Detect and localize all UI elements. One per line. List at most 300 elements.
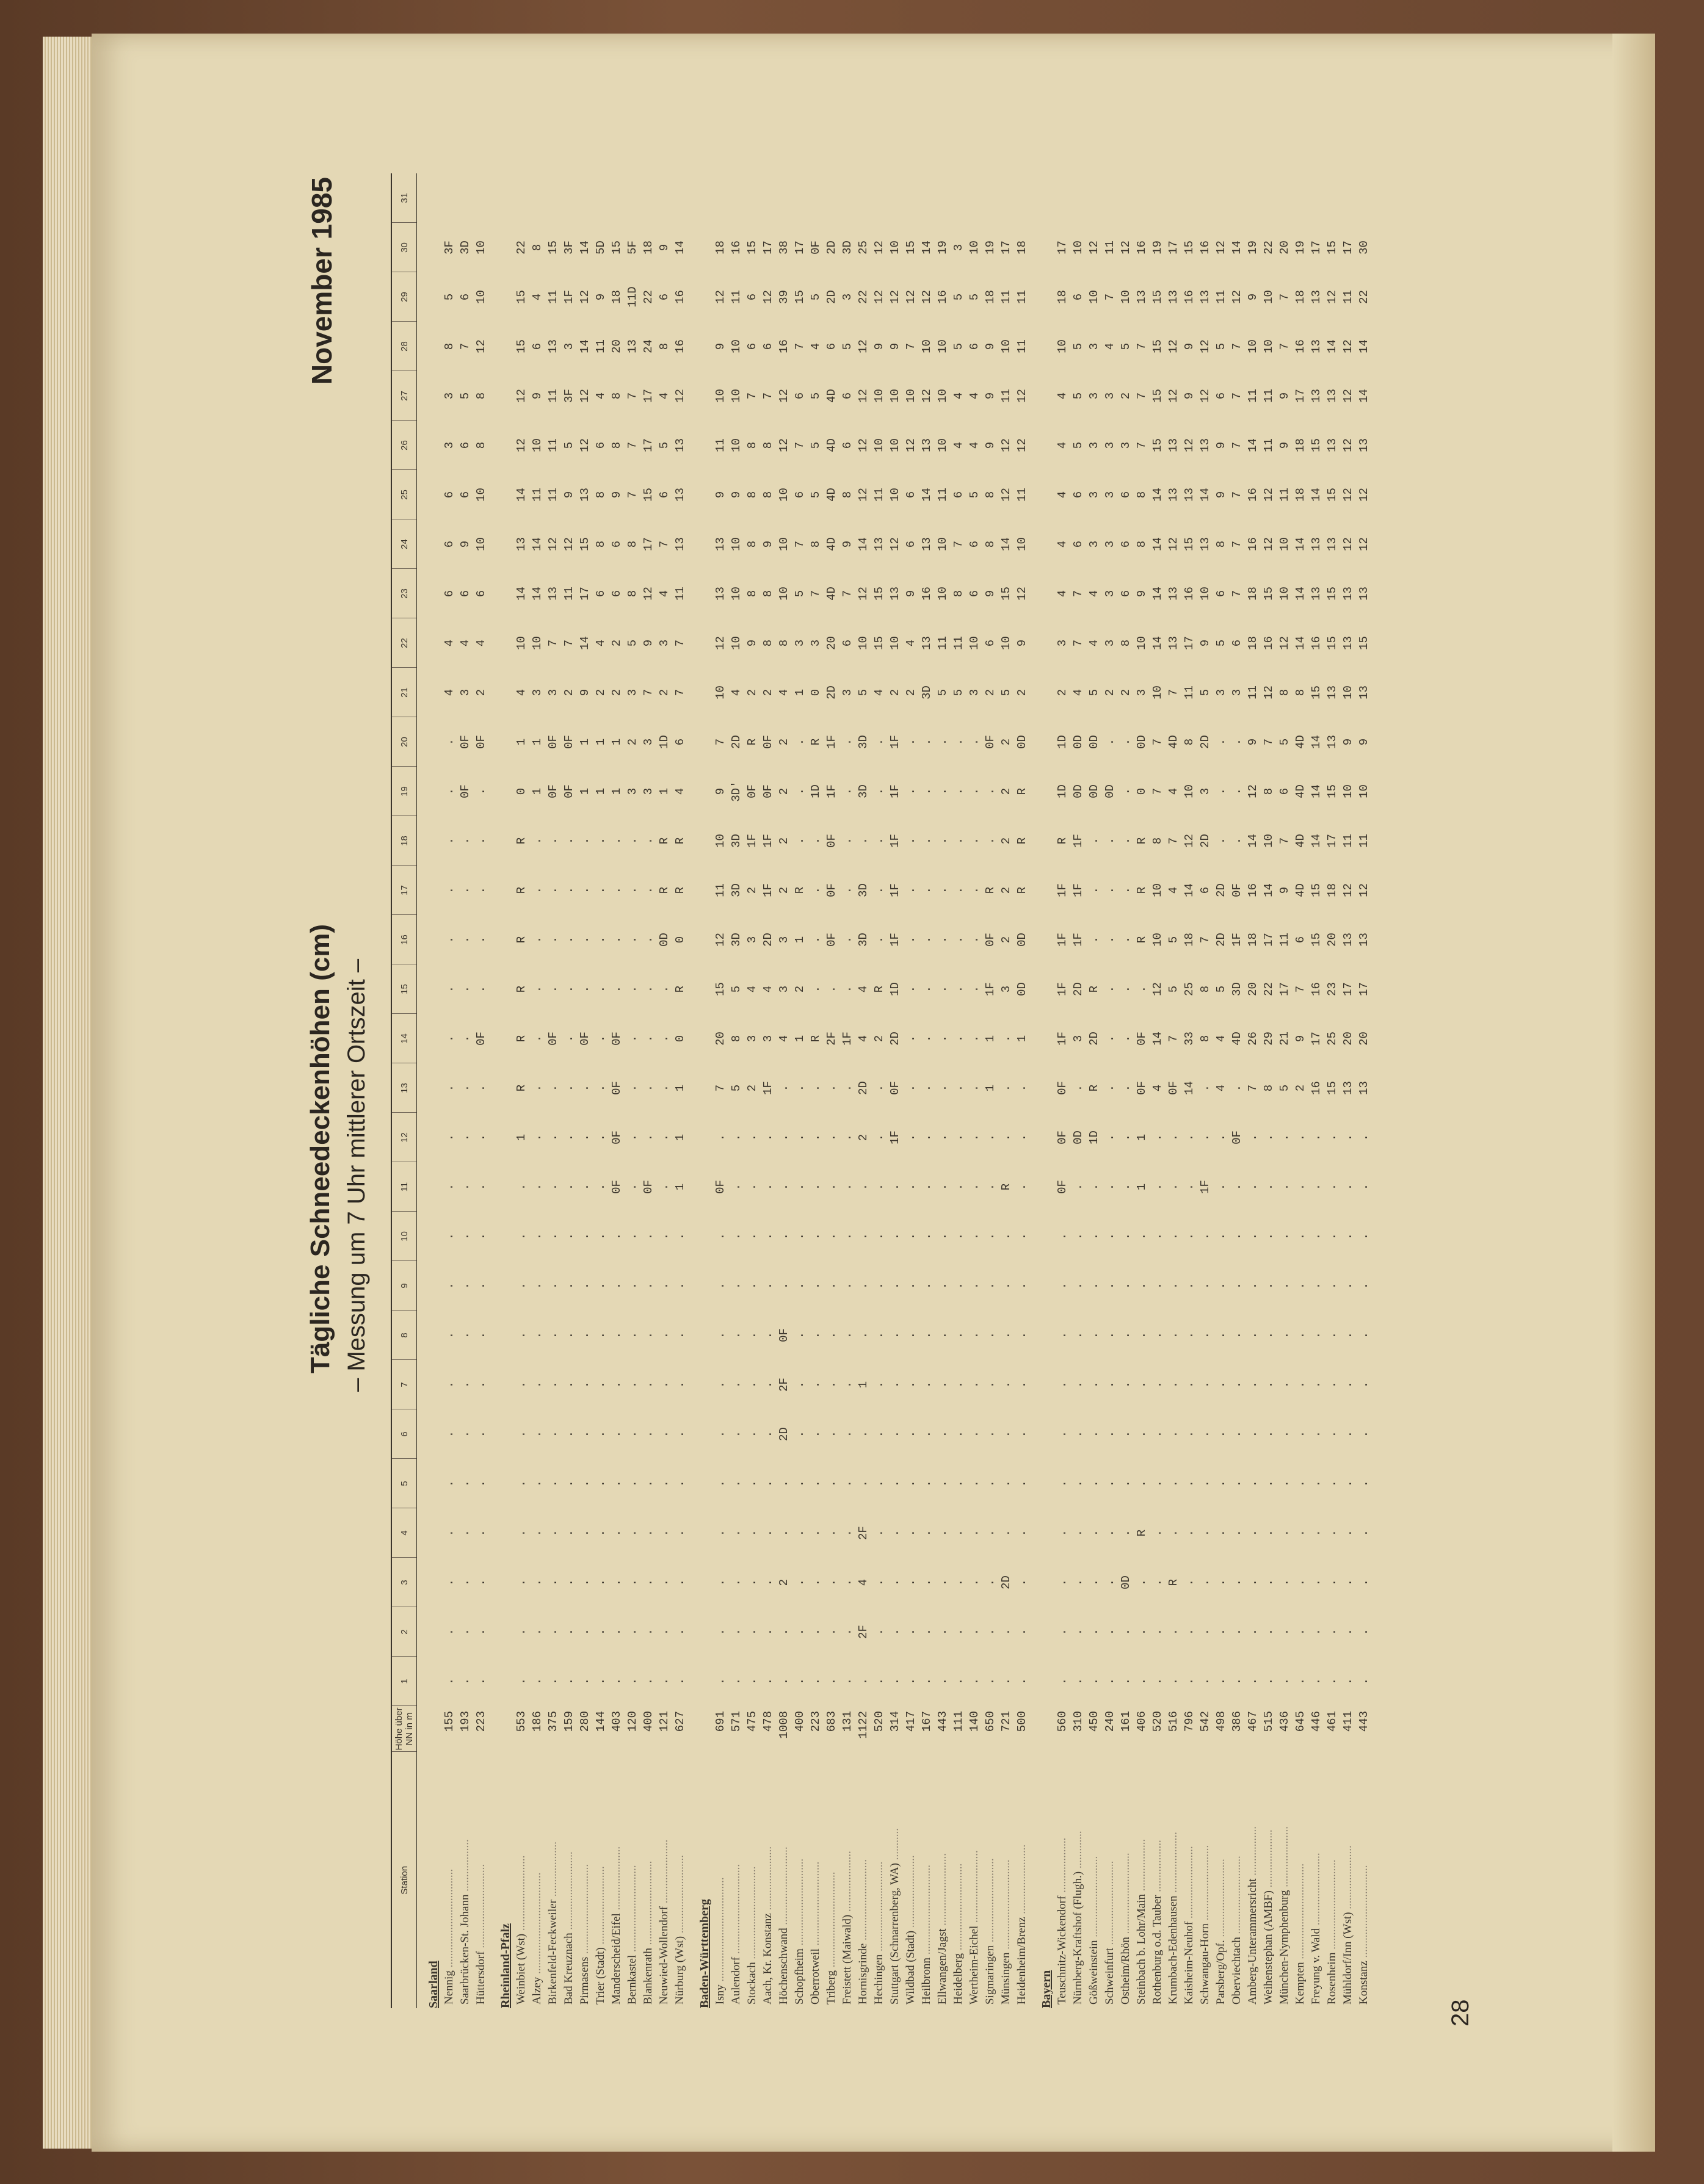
snow-depth-cell: 3F — [562, 240, 576, 255]
leader-dots: .......................... — [1198, 1845, 1211, 1924]
snow-depth-cell: . — [1135, 985, 1148, 993]
snow-depth-cell: . — [1015, 1282, 1029, 1290]
snow-depth-cell: 15 — [1151, 290, 1164, 304]
snow-depth-cell: 12 — [1167, 339, 1180, 353]
snow-depth-cell: 8 — [1119, 639, 1133, 647]
snow-depth-cell: . — [1294, 1183, 1307, 1191]
snow-depth-cell: 9 — [984, 441, 997, 449]
snow-depth-cell: . — [1325, 1430, 1339, 1438]
snow-depth-cell: 3 — [1087, 342, 1101, 350]
snow-depth-cell: 10 — [1357, 784, 1371, 798]
snow-depth-cell: 5 — [1167, 985, 1180, 993]
snow-depth-cell: 8 — [1135, 491, 1148, 499]
snow-depth-cell: . — [968, 1628, 981, 1636]
snow-depth-cell: 15 — [1183, 537, 1196, 551]
snow-depth-cell: 10 — [730, 339, 743, 353]
snow-depth-cell: . — [1262, 1331, 1275, 1339]
snow-depth-cell: 1D — [809, 784, 822, 798]
snow-depth-cell: . — [1294, 1282, 1307, 1290]
snow-depth-cell: . — [999, 1677, 1013, 1685]
snow-depth-cell: . — [1056, 1628, 1069, 1636]
snow-depth-cell: 9 — [761, 540, 775, 548]
snow-depth-cell: . — [1087, 1480, 1101, 1488]
station-label: Hechingen — [872, 1954, 885, 2005]
snow-depth-cell: 7 — [1278, 837, 1291, 845]
snow-depth-cell: 12 — [546, 537, 560, 551]
snow-depth-cell: . — [1015, 1381, 1029, 1389]
snow-depth-cell — [919, 173, 935, 223]
snow-depth-cell: . — [841, 886, 854, 894]
leader-dots: ............................. — [474, 1864, 487, 1951]
snow-depth-cell: . — [594, 936, 607, 944]
snow-depth-cell: 1 — [531, 787, 544, 795]
leader-dots: ................................. — [825, 1871, 838, 1971]
snow-depth-cell: . — [730, 1677, 743, 1685]
snow-depth-cell: . — [841, 936, 854, 944]
snow-depth-cell: 11 — [999, 389, 1013, 403]
snow-depth-cell: 12 — [857, 389, 870, 403]
snow-depth-cell: 0F — [825, 834, 838, 848]
snow-depth-cell: 13 — [1183, 488, 1196, 502]
snow-depth-cell: 11 — [546, 290, 560, 304]
snow-depth-cell: . — [1341, 1381, 1355, 1389]
snow-depth-cell: . — [809, 1480, 822, 1488]
snow-depth-cell — [1134, 173, 1150, 223]
snow-depth-cell: 3 — [777, 985, 791, 993]
snow-depth-cell: 0 — [673, 936, 687, 944]
snow-depth-cell: 6 — [1119, 590, 1133, 598]
snow-depth-cell: 6 — [610, 540, 623, 548]
snow-depth-cell: . — [1357, 1529, 1371, 1537]
leader-dots: .................................... — [714, 1877, 727, 1985]
snow-depth-cell: R — [673, 837, 687, 845]
snow-depth-cell: . — [968, 1480, 981, 1488]
snow-depth-cell: 14 — [531, 587, 544, 601]
snow-depth-cell: 12 — [1087, 240, 1101, 255]
station-height: 627 — [673, 1711, 687, 1732]
snow-depth-cell: . — [952, 837, 965, 845]
snow-depth-cell: . — [1071, 1183, 1085, 1191]
snow-depth-cell: . — [825, 1134, 838, 1141]
snow-depth-cell: . — [443, 886, 456, 894]
snow-depth-cell: . — [761, 1578, 775, 1586]
snow-depth-cell: . — [474, 936, 488, 944]
snow-depth-cell: . — [952, 1430, 965, 1438]
snow-depth-cell: 1F — [1071, 933, 1085, 947]
snow-depth-cell: . — [1214, 1578, 1228, 1586]
snow-depth-cell: 7 — [904, 342, 918, 350]
station-row — [760, 173, 776, 2008]
leader-dots: ........................... — [673, 1854, 686, 1936]
snow-depth-cell: . — [1325, 1480, 1339, 1488]
snow-depth-cell: 13 — [1325, 389, 1339, 403]
snow-depth-cell: 8 — [610, 392, 623, 400]
snow-depth-cell: . — [1015, 1430, 1029, 1438]
snow-depth-cell: . — [1119, 1628, 1133, 1636]
snow-depth-cell: . — [642, 1331, 655, 1339]
snow-depth-cell: . — [562, 1578, 576, 1586]
snow-depth-cell: . — [1015, 1628, 1029, 1636]
station-name — [855, 1752, 871, 2008]
snow-depth-cell: 0F — [474, 735, 488, 749]
snow-depth-cell: 19 — [1294, 240, 1307, 255]
snow-depth-cell: 16 — [673, 339, 687, 353]
station-height: 500 — [1015, 1711, 1029, 1732]
snow-depth-cell: . — [968, 1381, 981, 1389]
snow-depth-cell: 11 — [673, 587, 687, 601]
snow-depth-cell: 10 — [999, 636, 1013, 650]
snow-depth-cell: . — [1310, 1134, 1323, 1141]
snow-depth-cell: 22 — [857, 290, 870, 304]
snow-depth-cell: 3 — [968, 689, 981, 696]
snow-depth-cell: 7 — [626, 491, 639, 499]
snow-depth-cell: R — [1167, 1578, 1180, 1586]
snow-depth-cell: 0F — [546, 784, 560, 798]
snow-depth-cell: 12 — [714, 290, 727, 304]
snow-depth-cell: . — [1230, 1232, 1244, 1240]
station-name — [545, 1752, 561, 2008]
snow-depth-cell: . — [1135, 1578, 1148, 1586]
station-row — [998, 173, 1014, 2008]
snow-depth-cell: . — [1151, 1331, 1164, 1339]
snow-depth-cell: 4 — [658, 392, 671, 400]
snow-depth-cell — [609, 173, 625, 223]
snow-depth-cell: R — [809, 1035, 822, 1043]
leader-dots: ...................... — [761, 1846, 774, 1914]
snow-depth-cell: 1F — [841, 1032, 854, 1046]
station-label: Höchenschwand — [777, 1928, 790, 2005]
header-day: 13 — [391, 1063, 417, 1113]
snow-depth-cell: 3 — [1087, 392, 1101, 400]
snow-depth-cell: . — [936, 1084, 949, 1092]
snow-depth-cell: 4 — [777, 1035, 791, 1043]
snow-depth-cell: . — [888, 1282, 902, 1290]
snow-depth-cell: . — [920, 1529, 934, 1537]
snow-depth-cell: . — [594, 1677, 607, 1685]
snow-depth-cell: . — [443, 1628, 456, 1636]
snow-depth-cell: 9 — [459, 540, 472, 548]
snow-depth-cell: 3 — [1103, 590, 1117, 598]
snow-depth-cell: 2 — [793, 985, 807, 993]
snow-depth-cell: . — [1056, 1232, 1069, 1240]
station-name — [903, 1752, 919, 2008]
snow-depth-cell: 14 — [1151, 488, 1164, 502]
station-name — [935, 1752, 951, 2008]
snow-depth-cell: 1D — [1087, 1130, 1101, 1144]
snow-depth-cell: . — [904, 1331, 918, 1339]
snow-depth-cell: . — [809, 1084, 822, 1092]
snow-depth-cell: . — [594, 1084, 607, 1092]
snow-depth-cell: 11D — [626, 286, 639, 308]
header-day: 9 — [391, 1261, 417, 1311]
snow-depth-cell: 3 — [1198, 787, 1212, 795]
header-day: 15 — [391, 964, 417, 1014]
snow-depth-cell: 7 — [673, 639, 687, 647]
station-name — [1086, 1752, 1102, 2008]
region-name: Rheinland-Pfalz — [498, 1923, 512, 2008]
snow-depth-cell: 13 — [888, 587, 902, 601]
station-label: München-Nymphenburg — [1278, 1890, 1291, 2005]
snow-depth-cell: . — [1183, 1480, 1196, 1488]
snow-depth-cell: 6 — [1119, 540, 1133, 548]
snow-depth-cell: . — [1357, 1183, 1371, 1191]
snow-depth-cell: 13 — [673, 537, 687, 551]
page-title: Tägliche Schneedeckenhöhen (cm) — [305, 924, 335, 1373]
snow-depth-cell: 7 — [761, 392, 775, 400]
snow-depth-cell: 8 — [474, 392, 488, 400]
snow-depth-cell: . — [626, 1529, 639, 1537]
snow-depth-cell: 15 — [1151, 438, 1164, 452]
snow-depth-cell: 0D — [1071, 784, 1085, 798]
snow-depth-cell: 9 — [1135, 590, 1148, 598]
snow-depth-cell: 6 — [984, 639, 997, 647]
snow-depth-cell: 12 — [1198, 389, 1212, 403]
snow-depth-cell: . — [546, 1134, 560, 1141]
snow-depth-cell: . — [531, 1578, 544, 1586]
snow-depth-cell: 1 — [984, 1084, 997, 1092]
snow-depth-cell: . — [474, 1677, 488, 1685]
snow-depth-cell: 12 — [1214, 240, 1228, 255]
snow-depth-cell: . — [1214, 1282, 1228, 1290]
snow-depth-cell: 9 — [1214, 441, 1228, 449]
snow-depth-cell: 16 — [1262, 636, 1275, 650]
snow-depth-cell: 33 — [1183, 1032, 1196, 1046]
snow-depth-cell: 2 — [745, 1084, 759, 1092]
snow-depth-cell: 10 — [730, 587, 743, 601]
snow-depth-cell: . — [562, 985, 576, 993]
station-row — [1118, 173, 1134, 2008]
station-label: Wildbad (Stadt) — [904, 1930, 917, 2005]
snow-depth-cell: 9 — [1341, 738, 1355, 746]
snow-depth-cell: . — [594, 1232, 607, 1240]
station-name — [776, 1752, 792, 2008]
snow-depth-cell: 20 — [1325, 933, 1339, 947]
snow-depth-cell: . — [642, 837, 655, 845]
snow-depth-cell: . — [920, 1430, 934, 1438]
snow-depth-cell: 13 — [1198, 537, 1212, 551]
snow-depth-cell: . — [714, 1232, 727, 1240]
snow-depth-cell: 24 — [642, 339, 655, 353]
snow-depth-cell — [855, 173, 871, 223]
snow-depth-cell: 10 — [777, 537, 791, 551]
snow-depth-cell: . — [474, 1381, 488, 1389]
snow-depth-cell: 5 — [1214, 985, 1228, 993]
snow-depth-cell: . — [626, 1578, 639, 1586]
snow-depth-cell: 9 — [714, 787, 727, 795]
snow-depth-cell: . — [1341, 1480, 1355, 1488]
header-day: 25 — [391, 470, 417, 519]
snow-depth-cell: . — [1214, 1430, 1228, 1438]
snow-depth-cell: . — [443, 985, 456, 993]
snow-depth-cell: . — [1357, 1480, 1371, 1488]
snow-depth-cell: . — [658, 1381, 671, 1389]
snow-depth-cell: . — [1087, 1232, 1101, 1240]
leader-dots: ............................ — [857, 1859, 869, 1944]
snow-depth-cell: . — [1214, 1677, 1228, 1685]
snow-depth-cell: . — [1230, 1084, 1244, 1092]
snow-depth-cell: 15 — [1325, 488, 1339, 502]
snow-depth-cell: . — [952, 1578, 965, 1586]
snow-depth-cell: 17 — [1310, 240, 1323, 255]
snow-depth-cell: . — [968, 1035, 981, 1043]
snow-depth-cell: 18 — [1056, 290, 1069, 304]
snow-depth-cell: 14 — [578, 339, 592, 353]
snow-depth-cell: 12 — [1341, 488, 1355, 502]
snow-depth-cell: 13 — [673, 488, 687, 502]
station-label: Alzey — [531, 1976, 543, 2005]
snow-depth-cell: 14 — [515, 488, 528, 502]
snow-depth-cell: . — [968, 1677, 981, 1685]
snow-depth-cell: 4 — [443, 689, 456, 696]
snow-depth-cell: 8 — [1183, 738, 1196, 746]
snow-depth-cell: . — [562, 1480, 576, 1488]
snow-depth-cell: 4 — [857, 985, 870, 993]
snow-depth-cell: . — [793, 1331, 807, 1339]
snow-depth-cell: . — [984, 1183, 997, 1191]
snow-depth-cell: . — [841, 1430, 854, 1438]
header-day: 10 — [391, 1212, 417, 1261]
snow-depth-cell: . — [857, 1677, 870, 1685]
snow-depth-cell: 2D — [888, 1032, 902, 1046]
snow-depth-cell: 10 — [888, 389, 902, 403]
snow-depth-cell: . — [578, 1628, 592, 1636]
snow-depth-cell: . — [1294, 1529, 1307, 1537]
snow-depth-cell: . — [904, 1282, 918, 1290]
station-row — [744, 173, 760, 2008]
snow-depth-cell: 12 — [1341, 883, 1355, 897]
snow-depth-cell: 12 — [1246, 784, 1260, 798]
snow-depth-cell: 2 — [984, 689, 997, 696]
snow-depth-cell: . — [857, 1183, 870, 1191]
snow-depth-cell: . — [999, 1084, 1013, 1092]
header-day: 30 — [391, 223, 417, 272]
snow-depth-cell: 5 — [952, 689, 965, 696]
snow-depth-cell: 0F — [761, 735, 775, 749]
snow-depth-cell — [998, 173, 1014, 223]
snow-depth-cell: 13 — [920, 438, 934, 452]
snow-depth-cell: 8 — [761, 590, 775, 598]
station-row — [529, 173, 545, 2008]
header-station: Station — [391, 1752, 417, 2008]
station-row — [545, 173, 561, 2008]
snow-depth-cell: 4 — [952, 392, 965, 400]
snow-depth-cell: 12 — [857, 488, 870, 502]
snow-depth-cell: 17 — [642, 438, 655, 452]
snow-depth-cell: 14 — [1294, 587, 1307, 601]
snow-depth-cell: . — [999, 1381, 1013, 1389]
snow-depth-cell: 3 — [626, 787, 639, 795]
leader-dots: ............. — [1071, 1831, 1084, 1871]
snow-depth-cell: . — [594, 1628, 607, 1636]
snow-depth-cell: 22 — [1262, 982, 1275, 996]
station-name — [1261, 1752, 1277, 2008]
station-height: 446 — [1310, 1711, 1323, 1732]
snow-depth-cell: 13 — [1341, 1081, 1355, 1095]
snow-depth-cell — [545, 173, 561, 223]
snow-depth-cell: 11 — [546, 438, 560, 452]
snow-depth-cell: . — [1015, 1480, 1029, 1488]
station-label: Sigmaringen — [984, 1945, 996, 2005]
snow-depth-cell: . — [999, 1282, 1013, 1290]
station-row — [935, 173, 951, 2008]
snow-depth-cell: . — [920, 738, 934, 746]
snow-depth-cell: R — [658, 837, 671, 845]
snow-depth-cell: 14 — [1151, 1032, 1164, 1046]
station-height: 467 — [1246, 1711, 1260, 1732]
snow-depth-cell — [656, 173, 672, 223]
station-name — [672, 1752, 688, 2008]
snow-depth-cell: . — [1119, 1035, 1133, 1043]
snow-depth-cell: 2F — [825, 1032, 838, 1046]
snow-depth-cell: 10 — [730, 389, 743, 403]
snow-depth-cell — [776, 173, 792, 223]
snow-depth-cell: 9 — [1278, 886, 1291, 894]
station-row — [656, 173, 672, 2008]
snow-depth-cell: . — [531, 1331, 544, 1339]
snow-depth-cell: . — [474, 1628, 488, 1636]
station-height: 520 — [1151, 1711, 1164, 1732]
snow-depth-cell: . — [594, 1134, 607, 1141]
station-height: 111 — [952, 1711, 965, 1732]
station-row — [1324, 173, 1340, 2008]
snow-depth-cell: 13 — [1341, 933, 1355, 947]
snow-depth-cell: . — [1230, 1529, 1244, 1537]
snow-depth-cell: . — [872, 1480, 886, 1488]
snow-depth-cell: . — [1198, 1628, 1212, 1636]
snow-depth-cell: . — [1015, 1134, 1029, 1141]
station-label: Schweinfurt — [1103, 1948, 1116, 2005]
snow-depth-cell: . — [531, 1480, 544, 1488]
snow-depth-cell: 11 — [1278, 488, 1291, 502]
snow-depth-cell: 2D — [777, 1427, 791, 1441]
snow-depth-cell: 11 — [936, 636, 949, 650]
snow-depth-cell: 13 — [626, 339, 639, 353]
snow-depth-cell: 0D — [1071, 735, 1085, 749]
snow-depth-cell: . — [443, 1331, 456, 1339]
snow-depth-cell: . — [459, 1480, 472, 1488]
snow-depth-cell: 10 — [531, 636, 544, 650]
snow-depth-cell: . — [888, 1480, 902, 1488]
leader-dots: ............................... — [872, 1861, 885, 1954]
snow-depth-cell: . — [1103, 1084, 1117, 1092]
snow-depth-cell: 15 — [714, 982, 727, 996]
snow-depth-cell: 15 — [642, 488, 655, 502]
snow-depth-cell: . — [872, 1430, 886, 1438]
snow-depth-cell: 10 — [1151, 883, 1164, 897]
snow-depth-cell: 3 — [999, 985, 1013, 993]
page-gutter — [1612, 34, 1655, 2152]
snow-depth-cell: . — [594, 1381, 607, 1389]
snow-depth-cell: 12 — [1015, 389, 1029, 403]
snow-depth-cell: 5 — [809, 293, 822, 301]
snow-depth-cell: . — [1071, 1084, 1085, 1092]
snow-depth-cell: . — [968, 1578, 981, 1586]
snow-depth-cell: 2D — [730, 735, 743, 749]
snow-depth-cell: . — [1135, 1480, 1148, 1488]
snow-depth-cell: 15 — [745, 240, 759, 255]
snow-depth-cell: . — [872, 1084, 886, 1092]
snow-depth-cell: 4 — [1087, 590, 1101, 598]
station-height: 186 — [531, 1711, 544, 1732]
snow-depth-cell: . — [1198, 1282, 1212, 1290]
snow-depth-cell: 12 — [1183, 438, 1196, 452]
snow-depth-cell: 10 — [777, 488, 791, 502]
snow-depth-cell: 10 — [474, 537, 488, 551]
snow-depth-cell: . — [809, 886, 822, 894]
snow-depth-cell: 13 — [872, 537, 886, 551]
snow-depth-cell: 9 — [642, 639, 655, 647]
snow-depth-cell: 15 — [1262, 587, 1275, 601]
